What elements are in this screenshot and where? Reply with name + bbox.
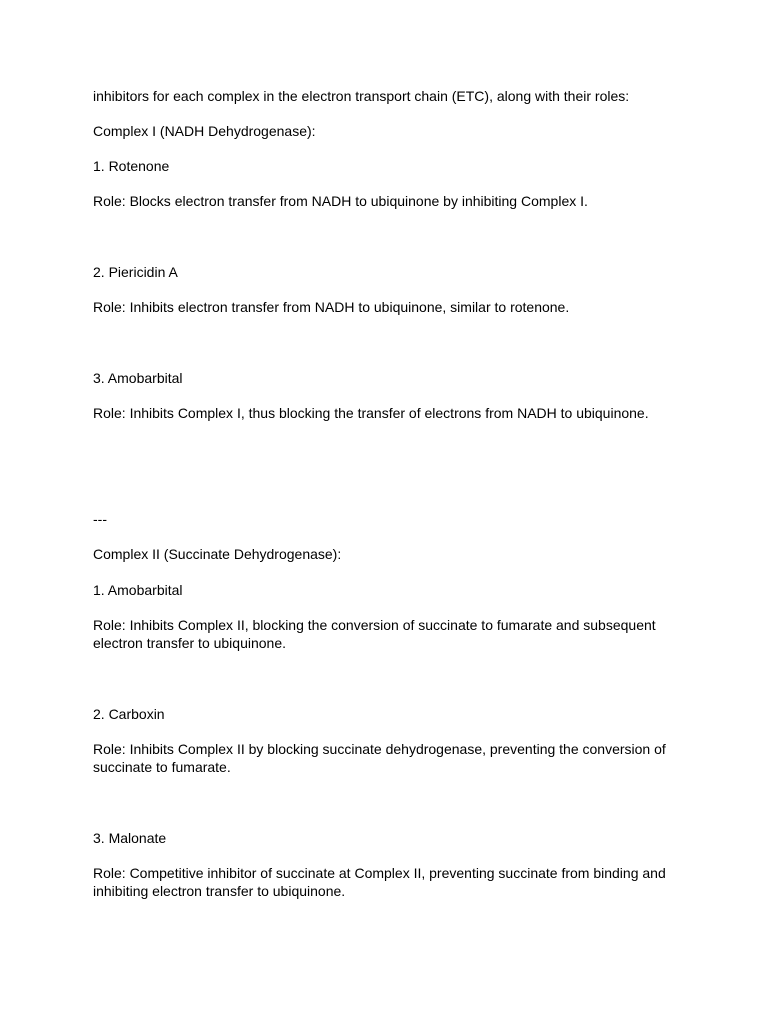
inhibitor-role: Role: Inhibits electron transfer from NADH to ubiquinone, similar to rotenone. (93, 299, 570, 315)
inhibitor-name: 1. Amobarbital (93, 582, 183, 598)
inhibitor-role: Role: Blocks electron transfer from NADH to ubiquinone by inhibiting Complex I. (93, 193, 588, 209)
complex-2-heading: Complex II (Succinate Dehydrogenase): (93, 546, 342, 562)
inhibitor-role: Role: Inhibits Complex II, blocking the conversion of succinate to fumarate and subsequent electron transfer to ubiquinone. (93, 617, 656, 651)
section-separator: --- (93, 511, 107, 527)
inhibitor-name: 1. Rotenone (93, 158, 170, 174)
inhibitor-name: 3. Malonate (93, 830, 167, 846)
inhibitor-role: Role: Inhibits Complex II by blocking succinate dehydrogenase, preventing the conversion of succinate to fumarate. (93, 741, 666, 775)
complex-1-heading: Complex I (NADH Dehydrogenase): (93, 123, 316, 139)
inhibitor-name: 2. Carboxin (93, 706, 165, 722)
inhibitor-role: Role: Inhibits Complex I, thus blocking the transfer of electrons from NADH to ubiquinone. (93, 405, 649, 421)
intro-text: inhibitors for each complex in the electron transport chain (ETC), along with their roles: (93, 88, 630, 104)
inhibitor-role: Role: Competitive inhibitor of succinate at Complex II, preventing succinate from binding and inhibiting electron transfer to ubiquinone. (93, 865, 666, 899)
inhibitor-name: 2. Piericidin A (93, 264, 178, 280)
inhibitor-name: 3. Amobarbital (93, 370, 183, 386)
